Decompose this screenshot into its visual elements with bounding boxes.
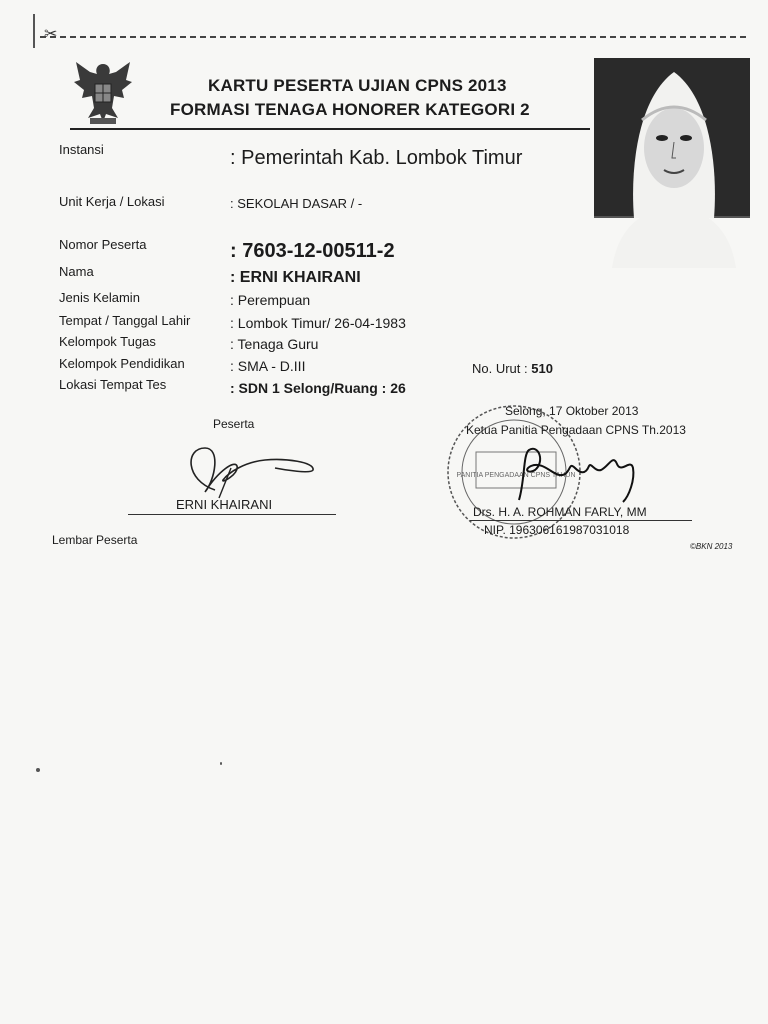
- value-instansi: : Pemerintah Kab. Lombok Timur: [230, 147, 523, 169]
- value-unit-kerja: : SEKOLAH DASAR / -: [230, 196, 363, 211]
- stamp-text: PANITIA PENGADAAN CPNS TAHUN: [456, 472, 576, 479]
- label-unit-kerja: Unit Kerja / Lokasi: [59, 194, 165, 209]
- peserta-label: Peserta: [213, 417, 255, 431]
- value-tempat-tanggal-lahir: : Lombok Timur/ 26-04-1983: [230, 315, 406, 331]
- header-rule: [70, 128, 590, 130]
- label-nama: Nama: [59, 264, 94, 279]
- label-tempat-tanggal-lahir: Tempat / Tanggal Lahir: [59, 313, 191, 328]
- label-instansi: Instansi: [59, 142, 104, 157]
- label-nomor-peserta: Nomor Peserta: [59, 237, 147, 252]
- scan-speck: [220, 762, 222, 765]
- value-nama: : ERNI KHAIRANI: [230, 269, 361, 286]
- official-signature-line: [470, 520, 692, 521]
- official-signature: [505, 440, 645, 504]
- copyright: ©BKN 2013: [690, 542, 733, 551]
- participant-signature-line: [128, 514, 336, 515]
- place-date: Selong, 17 Oktober 2013: [505, 404, 639, 418]
- value-nomor-peserta: : 7603-12-00511-2: [230, 240, 395, 262]
- value-lokasi-tempat-tes: : SDN 1 Selong/Ruang : 26: [230, 380, 406, 396]
- scan-speck: [36, 768, 40, 772]
- official-position: Ketua Panitia Pengadaan CPNS Th.2013: [466, 423, 686, 437]
- value-kelompok-tugas: : Tenaga Guru: [230, 336, 319, 352]
- label-lokasi-tempat-tes: Lokasi Tempat Tes: [59, 377, 167, 392]
- value-kelompok-pendidikan: : SMA - D.III: [230, 358, 306, 374]
- scissors-icon: ✂: [44, 26, 58, 43]
- official-name: Drs. H. A. ROHMAN FARLY, MM: [473, 505, 647, 519]
- no-urut-label: No. Urut :: [472, 361, 528, 376]
- card-title-line2: FORMASI TENAGA HONORER KATEGORI 2: [170, 100, 530, 119]
- card-title-line1: KARTU PESERTA UJIAN CPNS 2013: [208, 76, 507, 95]
- label-jenis-kelamin: Jenis Kelamin: [59, 290, 140, 305]
- no-urut-value: 510: [531, 361, 553, 376]
- official-nip: NIP. 196306161987031018: [484, 523, 630, 537]
- cut-line: [40, 36, 746, 38]
- garuda-emblem-icon: [70, 58, 136, 126]
- label-kelompok-tugas: Kelompok Tugas: [59, 334, 156, 349]
- margin-mark: [33, 14, 35, 48]
- participant-signature: [175, 440, 325, 500]
- no-urut: [472, 361, 553, 376]
- value-jenis-kelamin: : Perempuan: [230, 292, 311, 308]
- participant-name-signature: ERNI KHAIRANI: [176, 497, 273, 512]
- label-kelompok-pendidikan: Kelompok Pendidikan: [59, 356, 185, 371]
- sheet-label: Lembar Peserta: [52, 533, 138, 547]
- participant-photo: [594, 58, 750, 268]
